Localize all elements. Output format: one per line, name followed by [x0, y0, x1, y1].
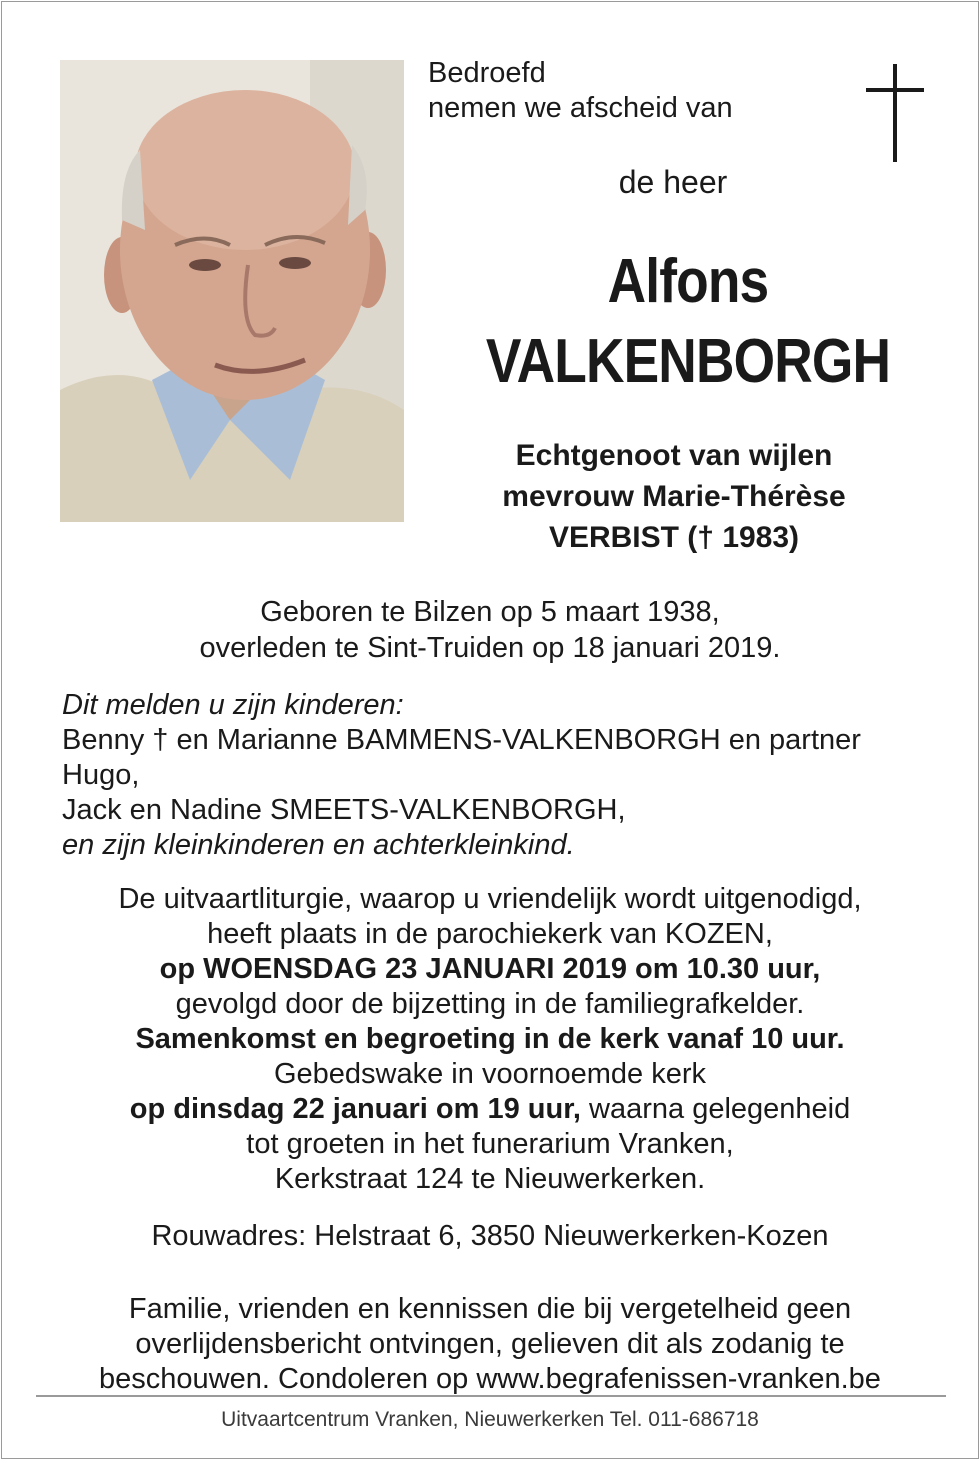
death-line: overleden te Sint-Truiden op 18 januari 2019. — [199, 632, 781, 664]
salutation: de heer — [618, 164, 728, 200]
footer-undertaker: Uitvaartcentrum Vranken, Nieuwerkerken Tel. 011-686718 — [221, 1408, 759, 1431]
spouse-line-1: Echtgenoot van wijlen — [515, 439, 833, 472]
spouse-info — [422, 435, 926, 558]
funeral-date: op WOENSDAG 23 JANUARI 2019 om 10.30 uur, — [159, 953, 821, 985]
deceased-name — [473, 242, 903, 402]
funeral-line-9: Kerkstraat 124 te Nieuwerkerken. — [274, 1163, 706, 1195]
gathering-line: Samenkomst en begroeting in de kerk vanaf 10 uur. — [135, 1023, 845, 1055]
funeral-details — [2, 882, 978, 1197]
portrait-photo — [60, 60, 404, 522]
intro-line-1: Bedroefd — [428, 57, 546, 89]
spouse-line-3: VERBIST († 1983) — [548, 521, 800, 554]
funeral-line-1: De uitvaartliturgie, waarop u vriendelijk wordt uitgenodigd, — [118, 883, 862, 915]
family-note-line-3: beschouwen. Condoleren op www.begrafenissen-vranken.be — [99, 1363, 881, 1395]
funeral-line-8: tot groeten in het funerarium Vranken, — [246, 1128, 734, 1160]
children-list — [62, 688, 942, 863]
spouse-line-2: mevrouw Marie-Thérèse — [502, 480, 846, 513]
family-note — [2, 1292, 978, 1397]
family-note-line-1: Familie, vrienden en kennissen die bij vergetelheid geen — [128, 1293, 852, 1325]
first-name: Alfons — [607, 247, 769, 316]
children-outro: en zijn kleinkinderen en achterkleinkind. — [62, 829, 575, 861]
children-intro: Dit melden u zijn kinderen: — [62, 689, 404, 721]
portrait-illustration — [60, 60, 404, 522]
funeral-line-2: heeft plaats in de parochiekerk van KOZEN, — [207, 918, 773, 950]
vigil-line: Gebedswake in voornoemde kerk — [273, 1058, 706, 1090]
family-note-line-2: overlijdensbericht ontvingen, gelieven dit als zodanig te — [135, 1328, 845, 1360]
vigil-date-line — [2, 1092, 978, 1127]
last-name: VALKENBORGH — [485, 327, 891, 396]
children-line-2: Hugo, — [62, 759, 140, 791]
mourning-address: Rouwadres: Helstraat 6, 3850 Nieuwerkerken-Kozen — [151, 1220, 829, 1252]
intro-text — [428, 56, 733, 126]
vigil-date-rest: waarna gelegenheid — [580, 1093, 851, 1125]
obituary-card — [1, 1, 979, 1459]
children-line-3: Jack en Nadine SMEETS-VALKENBORGH, — [62, 794, 626, 826]
vigil-date: op dinsdag 22 januari om 19 uur, — [129, 1093, 581, 1125]
birth-line: Geboren te Bilzen op 5 maart 1938, — [260, 596, 720, 628]
children-line-1: Benny † en Marianne BAMMENS-VALKENBORGH en partner — [62, 724, 861, 756]
birth-death-info — [2, 594, 978, 666]
footer-divider — [36, 1395, 946, 1397]
latin-cross-icon — [866, 64, 924, 162]
funeral-line-4: gevolgd door de bijzetting in de familiegrafkelder. — [175, 988, 805, 1020]
intro-line-2: nemen we afscheid van — [428, 92, 733, 124]
